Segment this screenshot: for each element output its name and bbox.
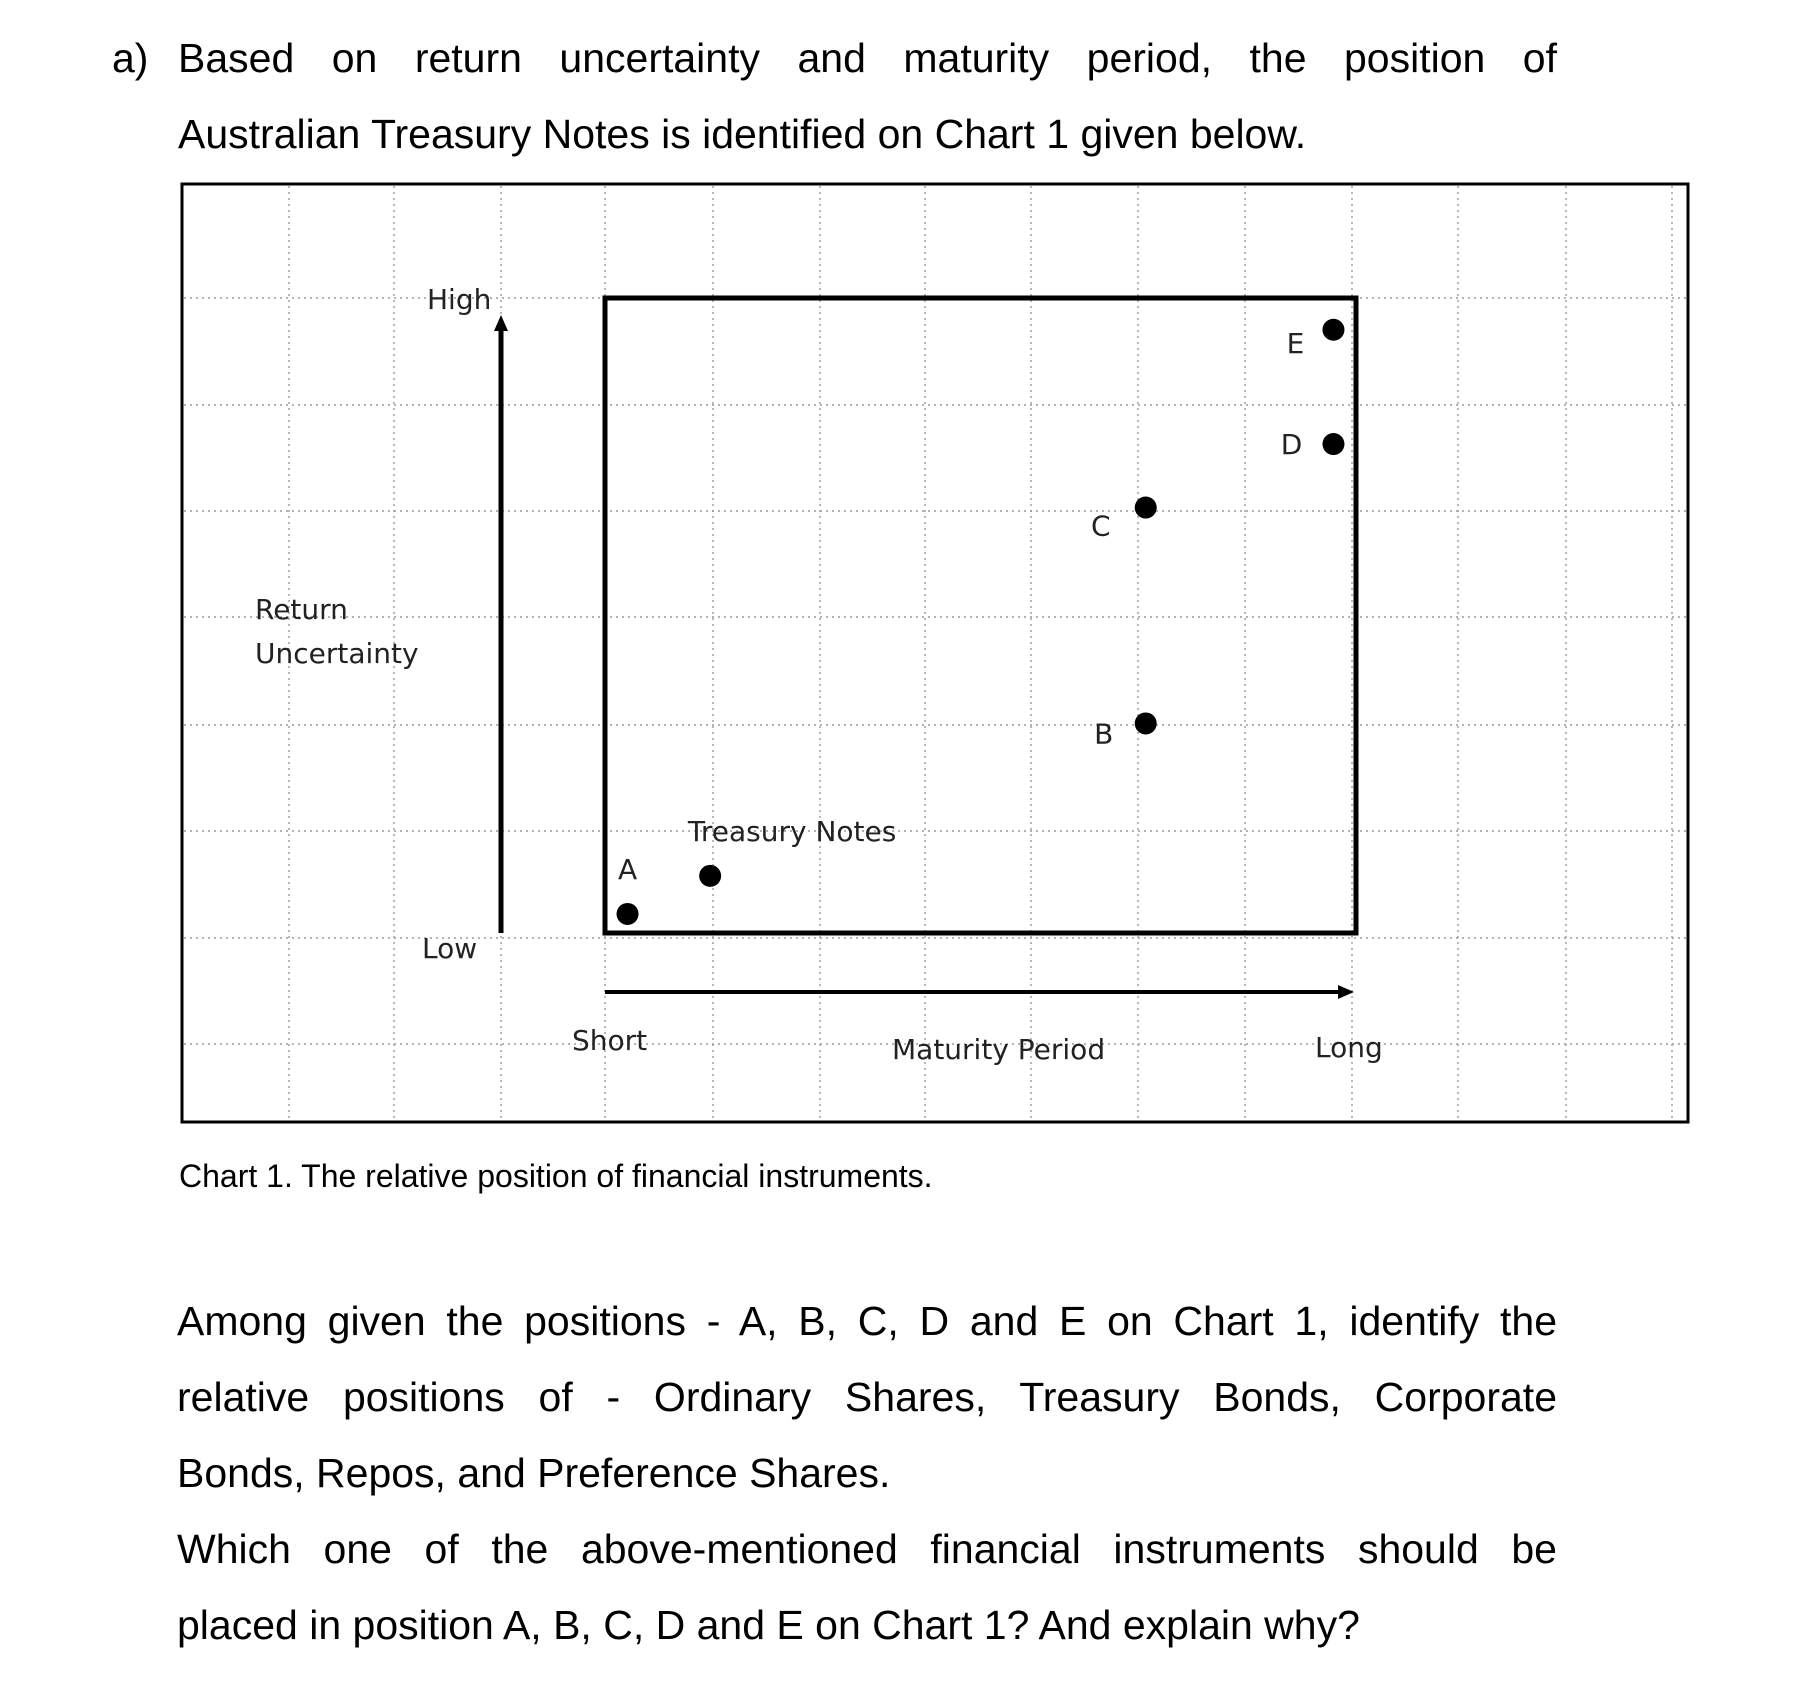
intro-line-1: Based on return uncertainty and maturity period, the position of — [178, 35, 1557, 81]
point-label-e: E — [1286, 326, 1305, 360]
point-treasury-notes — [699, 865, 721, 887]
y-axis-arrowhead — [494, 315, 508, 331]
question-label: a) — [112, 35, 149, 81]
chart-caption: Chart 1. The relative position of financial instruments. — [179, 1158, 933, 1194]
point-label-d: D — [1280, 428, 1303, 462]
y-axis-title-line-1: Return — [255, 593, 348, 626]
x-axis-long-label: Long — [1315, 1031, 1383, 1064]
question-line-3: Bonds, Repos, and Preference Shares. — [177, 1450, 891, 1496]
y-axis-low-label: Low — [422, 932, 478, 965]
point-label-a: A — [617, 852, 638, 886]
question-paragraph — [177, 1283, 1557, 1663]
point-b — [1135, 712, 1157, 734]
point-label-treasury-notes: Treasury Notes — [687, 814, 897, 848]
scatter-points — [617, 319, 1345, 925]
question-line-5: placed in position A, B, C, D and E on Chart 1? And explain why? — [177, 1602, 1360, 1648]
point-e — [1322, 319, 1344, 341]
x-axis-title: Maturity Period — [892, 1033, 1106, 1066]
point-label-b: B — [1094, 717, 1114, 751]
y-axis-title-line-2: Uncertainty — [255, 637, 419, 670]
point-a — [617, 903, 639, 925]
question-line-1: Among given the positions - A, B, C, D and E on Chart 1, identify the — [177, 1298, 1557, 1344]
intro-line-2: Australian Treasury Notes is identified on Chart 1 given below. — [178, 111, 1307, 157]
question-line-4: Which one of the above-mentioned financial instruments should be — [177, 1526, 1557, 1572]
x-axis-short-label: Short — [572, 1024, 648, 1057]
point-d — [1322, 433, 1344, 455]
point-label-c: C — [1090, 509, 1111, 543]
point-c — [1135, 497, 1157, 519]
question-line-2: relative positions of - Ordinary Shares, Treasury Bonds, Corporate — [177, 1374, 1557, 1420]
y-axis-high-label: High — [427, 283, 492, 316]
